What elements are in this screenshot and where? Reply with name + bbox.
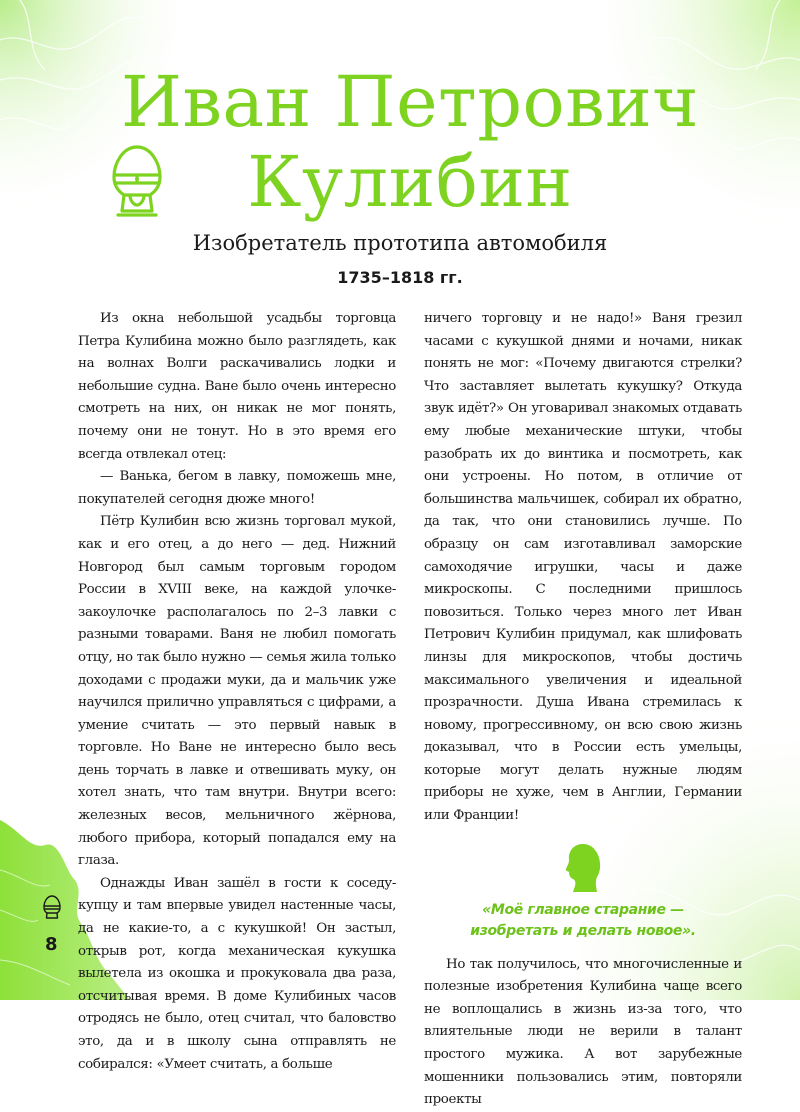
paragraph: Однажды Иван зашёл в гости к соседу-купцу и там впервые увидел настенные часы, да не какие-то, а с кукушкой! Он застыл, открыв рот, когда механическая кукушка вылетела из окошка и прокуковала два раза, отсчитывая время. В доме Кулибиных часов отродясь не было, отец считал, что баловство это, да и в школу сына отправлять не собирался: «Умеет считать, а больше (78, 875, 396, 1072)
egg-timer-icon (108, 143, 166, 221)
quote (424, 900, 742, 942)
right-column (424, 308, 742, 1112)
paragraph: Пётр Кулибин всю жизнь торговал мукой, как и его отец, а до него — дед. Нижний Новгород был самым торговым городом России в XVIII веке, на каждой улочке-закоулочке располагалось по 2–3 лавки с разными товарами. Ваня не любил помогать отцу, но так было нужно — семья жила только доходами с продажи муки, да и мальчик уже научился прилично управляться с цифрами, а умение считать — это первый навык в торговле. Но Ване не интересно было весь день торчать в лавке и отвешивать муку, он хотел знать, что там внутри. Внутри всего: железных весов, мельничного жёрнова, любого прибора, который попадался ему на глаза. (78, 514, 396, 869)
title-line-2: Кулибин (247, 141, 573, 223)
left-column (78, 308, 396, 1076)
quote-block (424, 842, 742, 942)
page-number: 8 (45, 934, 58, 955)
title-line-1: Иван Петрович (120, 61, 700, 143)
subtitle: Изобретатель прототипа автомобиля (192, 231, 608, 255)
paragraph: Но так получилось, что многочисленные и полезные изобретения Кулибина чаще всего не воплощались в жизнь из-за того, что влиятельные люди не верили в талант простого мужика. А вот зарубежные мошенники пользовались этим, повторяли проекты (424, 956, 742, 1108)
small-egg-timer-icon (42, 895, 62, 921)
silhouette-head-icon (563, 842, 603, 892)
quote-line-2: изобретать и делать новое». (470, 922, 696, 939)
paragraph: Из окна небольшой усадьбы торговца Петра Кулибина можно было разглядеть, как на волнах Волги раскачивались лодки и небольшие судна. Ване было очень интересно смотреть на них, он никак не мог понять, почему они не тонут. Но в это время его всегда отвлекал отец: (78, 311, 396, 462)
quote-line-1: «Моё главное старание — (482, 901, 684, 918)
paragraph: — Ванька, бегом в лавку, поможешь мне, покупателей сегодня дюже много! (78, 469, 396, 507)
life-years: 1735–1818 гг. (337, 268, 463, 287)
page-title (100, 62, 720, 222)
paragraph: ничего торговцу и не надо!» Ваня грезил часами с кукушкой днями и ночами, никак понять не мог: «Почему двигаются стрелки? Что заставляет вылетать кукушку? Откуда звук идёт?» Он уговаривал знакомых отдавать ему любые механические штуки, чтобы разобрать их до винтика и посмотреть, как они устроены. Но потом, в отличие от большинства мальчишек, собирал их обратно, да так, что они становились лучше. По образцу он сам изготавливал заморские самоходячие игрушки, часы и даже микроскопы. С последними пришлось повозиться. Только через много лет Иван Петрович Кулибин придумал, как шлифовать линзы для микроскопов, чтобы достичь максимального увеличения и идеальной прозрачности. Душа Ивана стремилась к новому, прогрессивному, он всю свою жизнь доказывал, что в России есть умельцы, которые могут делать нужные людям приборы не хуже, чем в Англии, Германии или Франции! (424, 311, 742, 824)
